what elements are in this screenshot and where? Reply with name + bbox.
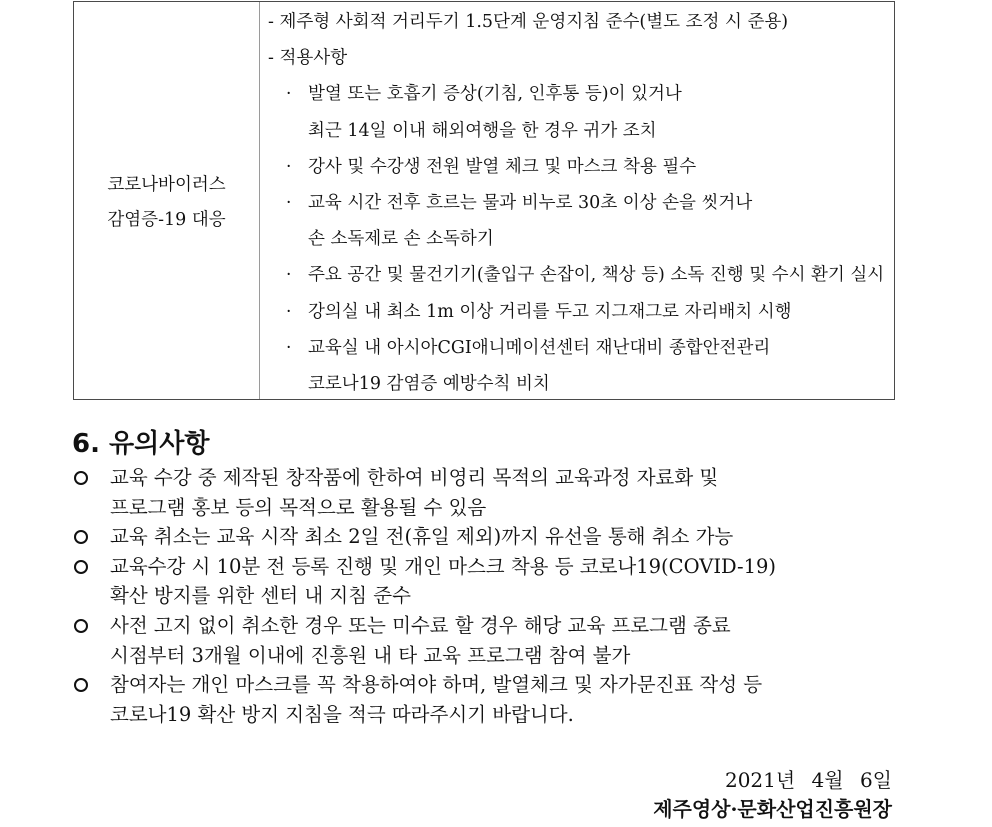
bullet-dot: · [286, 302, 292, 322]
table-content-line: 강의실 내 최소 1m 이상 거리를 두고 지그재그로 자리배치 시행 [308, 302, 792, 322]
notice-text-line: 참여자는 개인 마스크를 꼭 착용하여야 하며, 발열체크 및 자가문진표 작성 등 [110, 673, 763, 696]
bullet-dot: · [286, 265, 292, 285]
notice-bullet-icon [74, 471, 88, 485]
document-date: 2021년 4월 6일 [724, 768, 892, 792]
table-label-line-2: 감염증-19 대응 [107, 209, 226, 230]
table-content-line: - 제주형 사회적 거리두기 1.5단계 운영지침 준수(별도 조정 시 준용) [268, 12, 789, 32]
table-content-cell [260, 2, 894, 399]
bullet-dot: · [286, 84, 292, 104]
table-content-line: 교육실 내 아시아CGI애니메이션센터 재난대비 종합안전관리 [308, 338, 771, 358]
notice-bullet-icon [74, 530, 88, 544]
notice-text-line: 교육수강 시 10분 전 등록 진행 및 개인 마스크 착용 등 코로나19(COVID-19) [110, 555, 777, 578]
notice-bullet-icon [74, 678, 88, 692]
issuing-organization: 제주영상·문화산업진흥원장 [653, 797, 892, 821]
table-content-line: 최근 14일 이내 해외여행을 한 경우 귀가 조치 [308, 121, 657, 141]
table-content-line: 발열 또는 호흡기 증상(기침, 인후통 등)이 있거나 [308, 84, 682, 104]
notice-text-line: 사전 고지 없이 취소한 경우 또는 미수료 할 경우 해당 교육 프로그램 종료 [110, 614, 731, 637]
table-content-line: 강사 및 수강생 전원 발열 체크 및 마스크 착용 필수 [308, 157, 697, 177]
notice-text-line: 교육 취소는 교육 시작 최소 2일 전(휴일 제외)까지 유선을 통해 취소 가능 [110, 525, 734, 548]
notice-bullet-icon [74, 619, 88, 633]
table-content-line: - 적용사항 [268, 48, 348, 68]
table-label-line-1: 코로나바이러스 [107, 174, 226, 195]
table-content-line: 코로나19 감염증 예방수칙 비치 [308, 374, 550, 394]
table-content-line: 주요 공간 및 물건기기(출입구 손잡이, 책상 등) 소독 진행 및 수시 환기 실시 [308, 265, 885, 285]
table-content-line: 손 소독제로 손 소독하기 [308, 229, 494, 249]
bullet-dot: · [286, 338, 292, 358]
table-content-line: 교육 시간 전후 흐르는 물과 비누로 30초 이상 손을 씻거나 [308, 193, 753, 213]
bullet-dot: · [286, 157, 292, 177]
notice-text-line: 코로나19 확산 방지 지침을 적극 따라주시기 바랍니다. [110, 703, 574, 726]
notice-bullet-icon [74, 560, 88, 574]
covid-response-table [73, 1, 895, 400]
bullet-dot: · [286, 193, 292, 213]
notice-text-line: 프로그램 홍보 등의 목적으로 활용될 수 있음 [110, 496, 487, 519]
table-label-cell [74, 2, 260, 399]
notice-text-line: 교육 수강 중 제작된 창작품에 한하여 비영리 목적의 교육과정 자료화 및 [110, 466, 719, 489]
section-title: 6. 유의사항 [72, 429, 210, 459]
notice-text-line: 시점부터 3개월 이내에 진흥원 내 타 교육 프로그램 참여 불가 [110, 644, 631, 667]
notice-text-line: 확산 방지를 위한 센터 내 지침 준수 [110, 584, 411, 607]
